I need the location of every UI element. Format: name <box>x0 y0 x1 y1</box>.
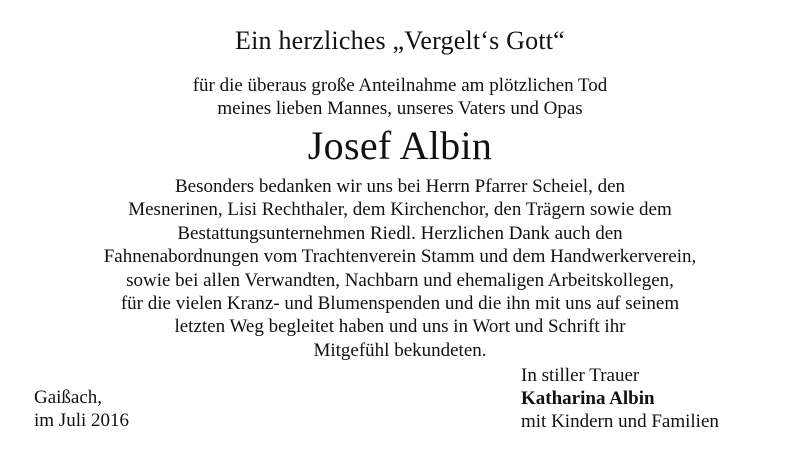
intro-line: für die überaus große Anteilnahme am plötzlichen Tod <box>192 75 608 96</box>
paragraph-line: Besonders bedanken wir uns bei Herrn Pfarrer Scheiel, den <box>174 176 626 197</box>
date: im Juli 2016 <box>34 410 130 431</box>
paragraph-line: Fahnenabordnungen vom Trachtenverein Stamm und dem Handwerkerverein, <box>103 246 697 268</box>
paragraph-line: Mitgefühl bekundeten. <box>313 339 487 361</box>
deceased-name: Josef Albin <box>307 123 493 168</box>
intro-text <box>0 74 800 120</box>
paragraph-line: für die vielen Kranz- und Blumenspenden und die ihn mit uns auf seinem <box>120 293 680 315</box>
paragraph-line: Bestattungsunternehmen Riedl. Herzlichen Dank auch den <box>177 222 623 244</box>
notice-headline: Ein herzliches „Vergelt‘s Gott“ <box>235 26 565 55</box>
place-and-date <box>34 386 129 432</box>
paragraph-line: letzten Weg begleitet haben und uns in Wort und Schrift ihr <box>174 316 626 338</box>
thanks-paragraph <box>0 175 800 362</box>
signatory-name: Katharina Albin <box>521 388 655 409</box>
paragraph-line: Mesnerinen, Lisi Rechthaler, dem Kirchenchor, den Trägern sowie dem <box>128 199 672 221</box>
paragraph-line: sowie bei allen Verwandten, Nachbarn und ehemaligen Arbeitskollegen, <box>126 269 674 291</box>
intro-line: meines lieben Mannes, unseres Vaters und Opas <box>217 98 583 119</box>
signature-line: mit Kindern und Familien <box>521 411 719 432</box>
signature-block <box>521 364 719 433</box>
place: Gaißach, <box>34 387 103 408</box>
signature-line: In stiller Trauer <box>521 365 640 386</box>
